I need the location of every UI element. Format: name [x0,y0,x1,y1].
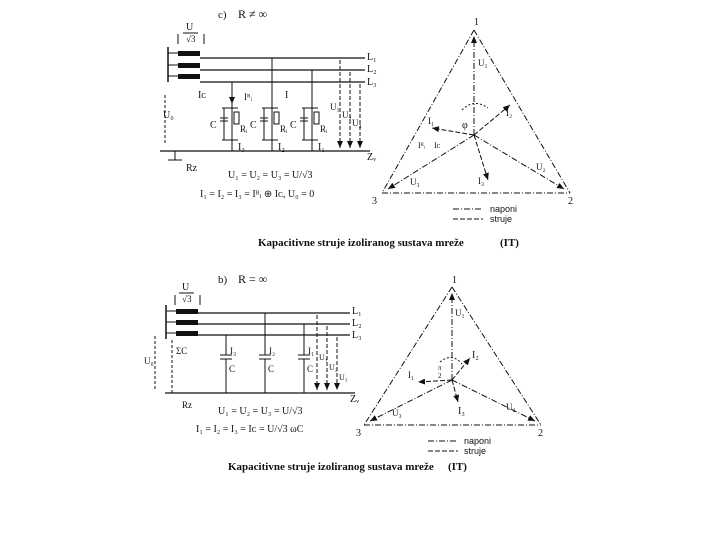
iri-label: Iᴿᵢ [244,92,253,102]
source-voltage-den-b: √3 [182,294,192,304]
caption-a-tag: (IT) [500,237,519,249]
phasor-i3-label-b: I₃ [458,406,465,417]
vertex-2-label: 2 [568,196,573,207]
panel-b-tag: b) [218,274,228,286]
u0-label: U₀ [163,110,174,121]
res-label-1: Rᵢ [240,124,248,134]
line-l3-label: L₃ [367,77,377,88]
u3-label-circuit-b: U₃ [339,373,348,382]
neutral-label-b: Zᵥ [350,394,360,405]
line-l2-label-b: L₂ [352,318,362,329]
phasor-u3-label-b: U₃ [392,408,402,418]
vertex-3-label-b: 3 [356,428,361,439]
current-i1: I₁ [318,142,325,153]
phasor-phi-label: φ [462,120,468,131]
source-windings-b [166,305,198,339]
phasor-i1-label: I₁ [428,116,435,126]
vertex-2-label-b: 2 [538,428,543,439]
current-i1-b: I₁ [308,346,315,356]
phasor-u2-label: U₂ [536,162,546,172]
res-label-2: Rᵢ [280,124,288,134]
line-l3-label-b: L₃ [352,330,362,341]
panel-b [144,272,543,473]
phasor-u3-label: U₃ [410,177,420,187]
phasor-ic-label: Iᴄ [434,141,441,150]
panel-a-tag: c) [218,9,227,21]
phasor-u1-label: U₁ [478,58,488,68]
phasor-u2-label-b: U₂ [506,402,516,412]
cap-label-b3: C [307,364,314,374]
equation-voltages: U₁ = U₂ = U₃ = U/√3 [228,170,313,181]
legend-a [453,209,483,219]
panel-b-condition: R = ∞ [238,272,268,286]
phasor-i2-label: I₂ [506,108,513,118]
line-l1-label: L₁ [367,52,377,63]
cap-label-2: C [250,120,257,131]
current-i2: I₂ [278,142,285,153]
res-label-3: Rᵢ [320,124,328,134]
current-i3-b: I₃ [230,346,237,356]
u1-label-circuit: U₁ [330,102,340,112]
bus-lines-b [198,313,350,335]
cap-label-3: C [290,120,297,131]
phasor-i2-label-b: I₂ [472,350,479,361]
current-i3: I₃ [238,142,245,153]
source-windings [168,47,200,82]
line-l1-label-b: L₁ [352,306,362,317]
current-i2-b: I₂ [269,346,276,356]
phasor-i1-label-b: I₁ [408,370,415,380]
ic-label: Iᴄ [198,90,207,101]
phasor-i3-label: I₃ [478,176,485,186]
cap-label-1: C [210,120,217,131]
sum-c-label: ΣC [176,346,188,356]
u2-label-circuit: U₂ [342,110,352,120]
caption-b: Kapacitivne struje izoliranog sustava mreže [228,461,434,473]
panel-a-condition: R ≠ ∞ [238,7,268,21]
angle-den-label: 2 [438,372,442,380]
u2-label-circuit-b: U₂ [329,363,338,372]
equation-currents: I₁ = I₂ = I₃ = Iᴿᵢ ⊕ Iᴄ, U₀ = 0 [200,189,315,200]
equation-currents-b: I₁ = I₂ = I₃ = Iᴄ = U/√3 ωC [196,424,304,435]
vertex-1-label-b: 1 [452,275,457,286]
source-voltage-den: √3 [186,34,196,44]
neutral-label: Zᵥ [367,152,377,163]
caption-b-tag: (IT) [448,461,467,473]
cap-label-b2: C [268,364,275,374]
u1-label-circuit-b: U₁ [319,353,328,362]
vertex-3-label: 3 [372,196,377,207]
source-voltage-num: U [186,22,194,33]
branch-1 [220,82,239,151]
line-l2-label: L₂ [367,64,377,75]
phasor-iri-label: Iᴿᵢ [418,141,426,150]
vertex-1-label: 1 [474,17,479,28]
earth-resistance-label-b: Rᴢ [182,400,192,410]
caption-a: Kapacitivne struje izoliranog sustava mreže [258,237,464,249]
panel-a [160,7,573,249]
branch-2 [260,58,279,151]
u0-label-b: U₀ [144,356,154,366]
angle-num-label: π [438,364,442,372]
source-voltage-num-b: U [182,282,190,293]
equation-voltages-b: U₁ = U₂ = U₃ = U/√3 [218,406,303,417]
legend-voltages: naponi [490,204,518,214]
legend-voltages-b: naponi [464,436,492,446]
i-label: I [285,90,289,101]
phasor-u1-label-b: U₁ [455,308,465,318]
legend-b [428,441,458,451]
cap-label-b1: C [229,364,236,374]
earth-resistance-label: Rᴢ [186,163,198,174]
u3-label-circuit: U₃ [352,118,362,128]
legend-currents-b: struje [464,446,487,456]
legend-currents: struje [490,214,513,224]
